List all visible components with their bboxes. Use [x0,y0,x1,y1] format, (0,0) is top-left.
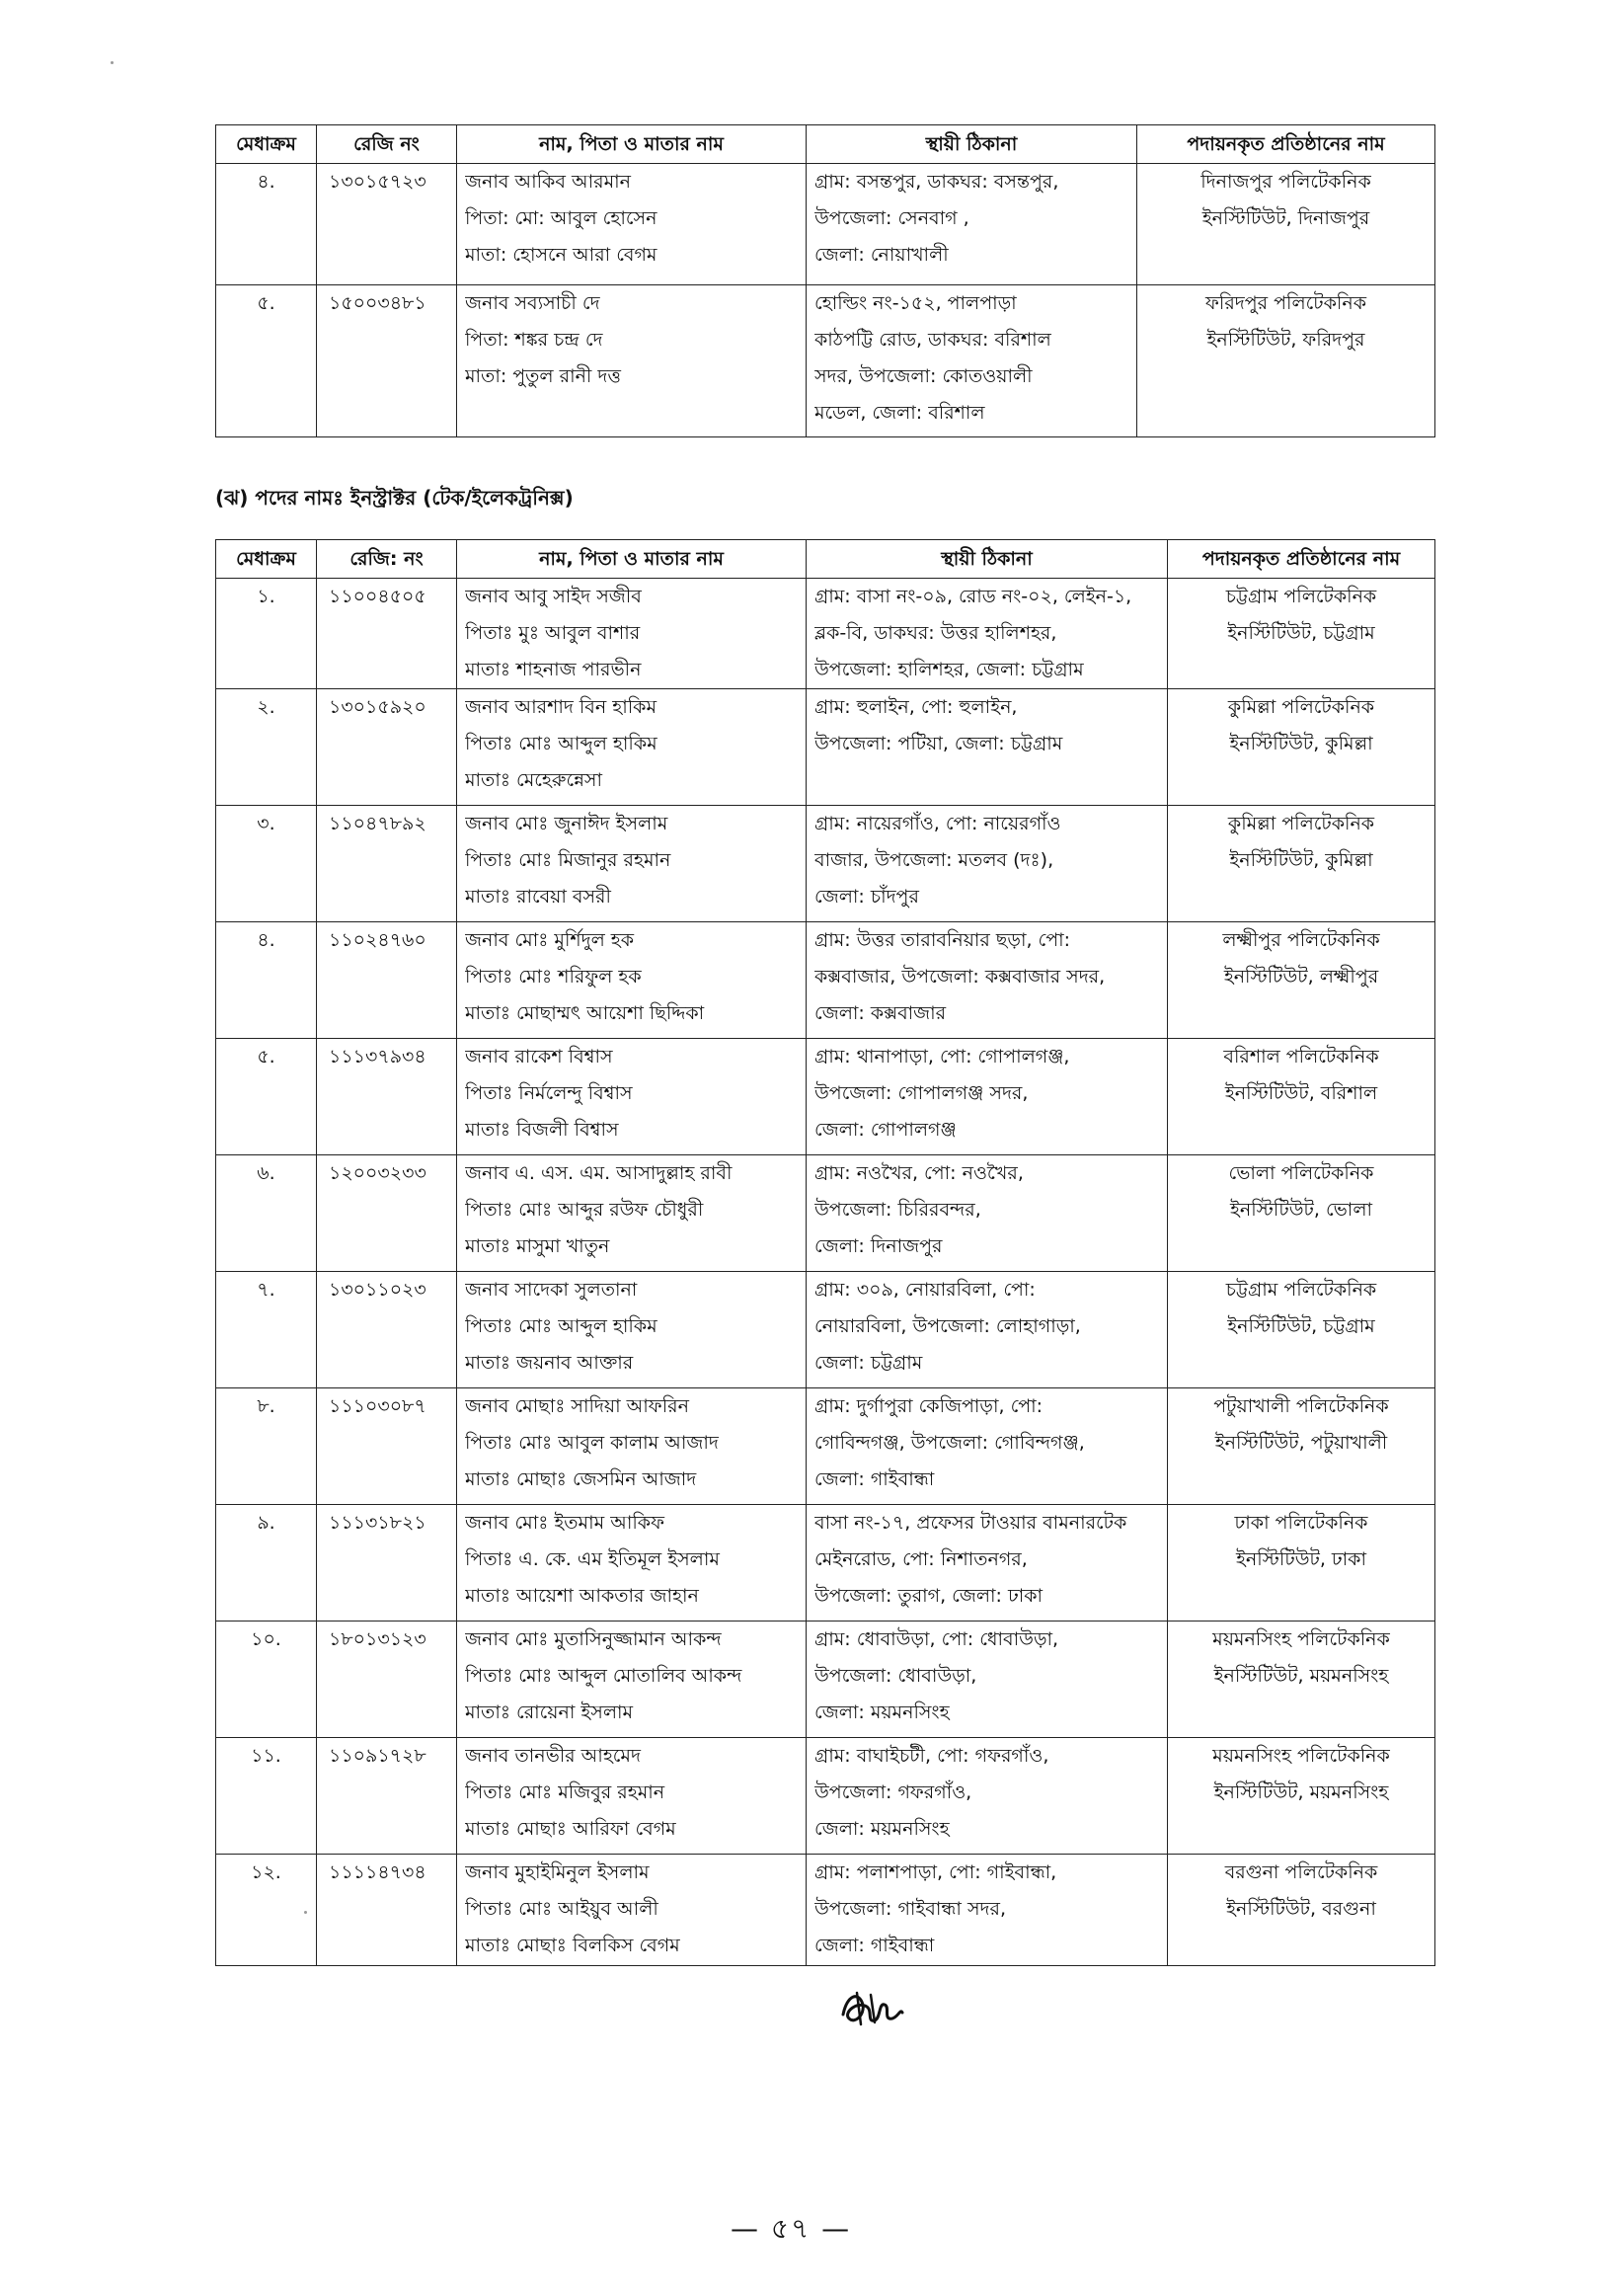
name-cell [457,1039,807,1155]
father-name: পিতাঃ মোঃ আইয়ুব আলী [465,1898,658,1920]
address-line: জেলা: চাঁদপুর [814,886,919,908]
address-line: গ্রাম: থানাপাড়া, পো: গোপালগঞ্জ, [814,1046,1070,1068]
reg-cell: ১১০৪৭৮৯২ [317,806,457,922]
address-line: উপজেলা: সেনবাগ , [814,207,969,229]
address-line: বাজার, উপজেলা: মতলব (দঃ), [814,849,1054,871]
section-heading: (ঝ) পদের নামঃ ইনস্ট্রাক্টর (টেক/ইলেকট্রনিক্স) [215,486,574,510]
mother-name: মাতাঃ মাসুমা খাতুন [465,1235,610,1257]
serial-cell: ৯. [216,1505,317,1622]
address-line: গ্রাম: পলাশপাড়া, পো: গাইবান্ধা, [814,1861,1057,1883]
address-line: হোল্ডিং নং-১৫২, পালপাড়া [814,292,1017,314]
page-number: — ৫৭ — [731,2212,852,2245]
reg-cell: ১১০২৪৭৬০ [317,922,457,1039]
father-name: পিতাঃ মোঃ শরিফুল হক [465,966,642,988]
father-name: পিতাঃ মোঃ মজিবুর রহমান [465,1781,665,1803]
address-line: জেলা: দিনাজপুর [814,1235,943,1257]
name-cell [457,285,807,437]
address-line: কক্সবাজার, উপজেলা: কক্সবাজার সদর, [814,966,1106,988]
mother-name: মাতাঃ রাবেয়া বসরী [465,886,611,908]
institute-cell [1168,1388,1435,1505]
table-row [216,806,1435,922]
father-name: পিতাঃ মোঃ আব্দুল হাকিম [465,1315,657,1337]
address-line: উপজেলা: ধোবাউড়া, [814,1665,977,1687]
address-line: মডেল, জেলা: বরিশাল [814,402,985,424]
header-institute: পদায়নকৃত প্রতিষ্ঠানের নাম [1137,125,1435,164]
address-line: গ্রাম: হুলাইন, পো: হুলাইন, [814,696,1018,718]
header-reg: রেজি নং [317,125,457,164]
reg-cell: ১৫০০৩৪৮১ [317,285,457,437]
table-row [216,1855,1435,1966]
institute-line: বরিশাল পলিটেকনিক [1223,1046,1379,1068]
candidate-name: জনাব মোঃ ইতমাম আকিফ [465,1512,664,1534]
institute-cell [1168,1272,1435,1388]
address-cell [807,806,1168,922]
mother-name: মাতা: হোসনে আরা বেগম [465,244,657,266]
candidate-name: জনাব মোছাঃ সাদিয়া আফরিন [465,1395,689,1417]
reg-cell: ১৩০১৫৯২০ [317,689,457,806]
address-line: গ্রাম: বসন্তপুর, ডাকঘর: বসন্তপুর, [814,171,1059,193]
scan-speck [111,61,114,64]
header-name: নাম, পিতা ও মাতার নাম [457,540,807,579]
father-name: পিতাঃ মোঃ আব্দুর রউফ চৌধুরী [465,1199,704,1221]
institute-cell [1168,922,1435,1039]
table-row [216,1155,1435,1272]
father-name: পিতাঃ মুঃ আবুল বাশার [465,622,641,644]
institute-line: ইনস্টিটিউট, ময়মনসিংহ [1213,1665,1389,1687]
address-cell [807,922,1168,1039]
address-cell [807,285,1137,437]
serial-cell: ১১. [216,1738,317,1855]
address-line: উপজেলা: হালিশহর, জেলা: চট্টগ্রাম [814,659,1084,680]
institute-line: ইনস্টিটিউট, কুমিল্লা [1229,733,1373,754]
address-cell [807,579,1168,689]
address-line: জেলা: গাইবান্ধা [814,1935,935,1956]
table-row [216,1505,1435,1622]
reg-cell: ১১০০৪৫০৫ [317,579,457,689]
institute-line: বরগুনা পলিটেকনিক [1224,1861,1378,1883]
reg-cell: ১৮০১৩১২৩ [317,1622,457,1738]
name-cell [457,1738,807,1855]
address-line: গ্রাম: ধোবাউড়া, পো: ধোবাউড়া, [814,1628,1059,1650]
institute-cell [1168,1622,1435,1738]
institute-line: ইনস্টিটিউট, পটুয়াখালী [1214,1432,1388,1454]
reg-cell: ১১১৩১৮২১ [317,1505,457,1622]
serial-cell: ১২. [216,1855,317,1966]
serial-cell: ২. [216,689,317,806]
serial-cell: ৩. [216,806,317,922]
table-row [216,1272,1435,1388]
reg-cell: ১১১০৩০৮৭ [317,1388,457,1505]
address-cell [807,1388,1168,1505]
table-row [216,579,1435,689]
name-cell [457,1622,807,1738]
institute-cell [1168,1738,1435,1855]
address-cell [807,1155,1168,1272]
father-name: পিতাঃ মোঃ আব্দুল হাকিম [465,733,657,754]
name-cell [457,1855,807,1966]
address-line: সদর, উপজেলা: কোতওয়ালী [814,365,1033,387]
address-cell [807,1272,1168,1388]
mother-name: মাতাঃ জয়নাব আক্তার [465,1352,634,1374]
address-line: বাসা নং-১৭, প্রফেসর টাওয়ার বামনারটেক [814,1512,1127,1534]
address-cell [807,164,1137,285]
institute-line: ইনস্টিটিউট, ফরিদপুর [1206,329,1365,351]
reg-cell: ১১১৩৭৯৩৪ [317,1039,457,1155]
candidate-name: জনাব আরশাদ বিন হাকিম [465,696,657,718]
serial-cell: ৮. [216,1388,317,1505]
institute-cell [1168,1855,1435,1966]
address-line: জেলা: গাইবান্ধা [814,1468,935,1490]
address-line: গ্রাম: বাঘাইচটী, পো: গফরগাঁও, [814,1745,1049,1767]
institute-line: ইনস্টিটিউট, বরিশাল [1224,1082,1378,1104]
institute-line: ময়মনসিংহ পলিটেকনিক [1212,1745,1390,1767]
institute-line: ঢাকা পলিটেকনিক [1234,1512,1368,1534]
address-line: জেলা: ময়মনসিংহ [814,1701,950,1723]
address-line: উপজেলা: গাইবান্ধা সদর, [814,1898,1006,1920]
institute-cell [1168,689,1435,806]
name-cell [457,579,807,689]
father-name: পিতা: মো: আবুল হোসেন [465,207,657,229]
table-header-row [216,540,1435,579]
table-header-row [216,125,1435,164]
table-row [216,1738,1435,1855]
name-cell [457,922,807,1039]
table-row [216,1622,1435,1738]
table-row [216,689,1435,806]
institute-line: চট্টগ্রাম পলিটেকনিক [1225,586,1377,607]
institute-line: ভোলা পলিটেকনিক [1228,1162,1374,1184]
serial-cell: ৪. [216,922,317,1039]
institute-line: ইনস্টিটিউট, ঢাকা [1236,1548,1366,1570]
institute-line: পটুয়াখালী পলিটেকনিক [1213,1395,1389,1417]
address-line: গ্রাম: নওখৈর, পো: নওখৈর, [814,1162,1024,1184]
mother-name: মাতাঃ মোছাম্মৎ আয়েশা ছিদ্দিকা [465,1002,705,1024]
institute-cell [1168,1039,1435,1155]
reg-cell: ১১০৯১৭২৮ [317,1738,457,1855]
mother-name: মাতাঃ মোছাঃ আরিফা বেগম [465,1818,676,1840]
reg-cell: ১২০০৩২৩৩ [317,1155,457,1272]
mother-name: মাতা: পুতুল রানী দত্ত [465,365,621,387]
name-cell [457,164,807,285]
address-line: গোবিন্দগঞ্জ, উপজেলা: গোবিন্দগঞ্জ, [814,1432,1085,1454]
reg-cell: ১১১১৪৭৩৪ [317,1855,457,1966]
candidate-name: জনাব মুহাইমিনুল ইসলাম [465,1861,650,1883]
candidate-name: জনাব মোঃ মুতাসিনুজ্জামান আকন্দ [465,1628,722,1650]
institute-line: ইনস্টিটিউট, ময়মনসিংহ [1213,1781,1389,1803]
address-line: নোয়ারবিলা, উপজেলা: লোহাগাড়া, [814,1315,1081,1337]
candidate-name: জনাব মোঃ মুর্শিদুল হক [465,929,635,951]
address-line: উপজেলা: গফরগাঁও, [814,1781,972,1803]
institute-line: কুমিল্লা পলিটেকনিক [1227,696,1375,718]
address-line: উপজেলা: পটিয়া, জেলা: চট্টগ্রাম [814,733,1063,754]
address-line: জেলা: গোপালগঞ্জ [814,1119,957,1141]
table-row [216,285,1435,437]
serial-cell: ৪. [216,164,317,285]
name-cell [457,1388,807,1505]
serial-cell: ৫. [216,285,317,437]
address-line: ব্লক-বি, ডাকঘর: উত্তর হালিশহর, [814,622,1057,644]
reg-cell: ১৩০১৫৭২৩ [317,164,457,285]
table-row [216,922,1435,1039]
institute-cell [1168,579,1435,689]
serial-cell: ১. [216,579,317,689]
header-reg: রেজি: নং [317,540,457,579]
institute-line: ইনস্টিটিউট, ভোলা [1230,1199,1372,1221]
address-line: মেইনরোড, পো: নিশাতনগর, [814,1548,1028,1570]
candidate-name: জনাব মোঃ জুনাঈদ ইসলাম [465,813,668,834]
candidate-name: জনাব আবু সাইদ সজীব [465,586,642,607]
father-name: পিতাঃ মোঃ মিজানুর রহমান [465,849,671,871]
father-name: পিতাঃ নির্মলেন্দু বিশ্বাস [465,1082,633,1104]
header-serial: মেধাক্রম [216,125,317,164]
serial-cell: ৫. [216,1039,317,1155]
candidate-name: জনাব সাদেকা সুলতানা [465,1279,638,1301]
mother-name: মাতাঃ মোছাঃ বিলকিস বেগম [465,1935,680,1956]
address-line: গ্রাম: ৩০৯, নোয়ারবিলা, পো: [814,1279,1036,1301]
candidate-name: জনাব আকিব আরমান [465,171,631,193]
institute-line: লক্ষ্মীপুর পলিটেকনিক [1222,929,1380,951]
institute-line: কুমিল্লা পলিটেকনিক [1227,813,1375,834]
address-line: কাঠপট্টি রোড, ডাকঘর: বরিশাল [814,329,1051,351]
address-cell [807,1039,1168,1155]
table-row [216,1388,1435,1505]
reg-cell: ১৩০১১০২৩ [317,1272,457,1388]
father-name: পিতা: শঙ্কর চন্দ্র দে [465,329,603,351]
address-line: উপজেলা: চিরিরবন্দর, [814,1199,981,1221]
name-cell [457,1155,807,1272]
mother-name: মাতাঃ শাহনাজ পারভীন [465,659,642,680]
address-cell [807,1505,1168,1622]
name-cell [457,1272,807,1388]
signature [837,1985,906,2036]
father-name: পিতাঃ মোঃ আবুল কালাম আজাদ [465,1432,719,1454]
mother-name: মাতাঃ রোয়েনা ইসলাম [465,1701,634,1723]
mother-name: মাতাঃ মোছাঃ জেসমিন আজাদ [465,1468,697,1490]
mother-name: মাতাঃ আয়েশা আকতার জাহান [465,1585,699,1607]
address-line: গ্রাম: নায়েরগাঁও, পো: নায়েরগাঁও [814,813,1061,834]
address-line: জেলা: চট্টগ্রাম [814,1352,923,1374]
instructor-electronics-table [215,539,1435,1966]
institute-cell [1168,1505,1435,1622]
address-line: গ্রাম: উত্তর তারাবনিয়ার ছড়া, পো: [814,929,1071,951]
father-name: পিতাঃ এ. কে. এম ইতিমূল ইসলাম [465,1548,720,1570]
header-institute: পদায়নকৃত প্রতিষ্ঠানের নাম [1168,540,1435,579]
header-serial: মেধাক্রম [216,540,317,579]
institute-cell [1168,806,1435,922]
serial-cell: ১০. [216,1622,317,1738]
institute-line: ইনস্টিটিউট, চট্টগ্রাম [1227,1315,1375,1337]
mother-name: মাতাঃ মেহেরুন্নেসা [465,769,602,791]
institute-line: ইনস্টিটিউট, চট্টগ্রাম [1227,622,1375,644]
institute-line: ইনস্টিটিউট, বরগুনা [1226,1898,1376,1920]
address-cell [807,689,1168,806]
address-line: উপজেলা: গোপালগঞ্জ সদর, [814,1082,1029,1104]
candidate-name: জনাব তানভীর আহমেদ [465,1745,641,1767]
address-cell [807,1622,1168,1738]
header-address: স্থায়ী ঠিকানা [807,540,1168,579]
institute-line: ময়মনসিংহ পলিটেকনিক [1212,1628,1390,1650]
institute-line: চট্টগ্রাম পলিটেকনিক [1225,1279,1377,1301]
institute-line: ফরিদপুর পলিটেকনিক [1205,292,1366,314]
name-cell [457,1505,807,1622]
name-cell [457,806,807,922]
address-line: জেলা: ময়মনসিংহ [814,1818,950,1840]
mother-name: মাতাঃ বিজলী বিশ্বাস [465,1119,619,1141]
serial-cell: ৭. [216,1272,317,1388]
address-line: জেলা: কক্সবাজার [814,1002,947,1024]
serial-cell: ৬. [216,1155,317,1272]
institute-line: দিনাজপুর পলিটেকনিক [1200,171,1371,193]
address-line: গ্রাম: বাসা নং-০৯, রোড নং-০২, লেইন-১, [814,586,1132,607]
header-name: নাম, পিতা ও মাতার নাম [457,125,807,164]
table-row [216,1039,1435,1155]
institute-cell [1137,285,1435,437]
address-line: গ্রাম: দুর্গাপুরা কেজিপাড়া, পো: [814,1395,1044,1417]
address-line: উপজেলা: তুরাগ, জেলা: ঢাকা [814,1585,1044,1607]
candidate-name: জনাব এ. এস. এম. আসাদুল্লাহ রাবী [465,1162,733,1184]
candidate-name: জনাব রাকেশ বিশ্বাস [465,1046,613,1068]
table-row [216,164,1435,285]
institute-cell [1168,1155,1435,1272]
institute-line: ইনস্টিটিউট, লক্ষ্মীপুর [1223,966,1379,988]
address-cell [807,1855,1168,1966]
father-name: পিতাঃ মোঃ আব্দুল মোতালিব আকন্দ [465,1665,742,1687]
name-cell [457,689,807,806]
header-address: স্থায়ী ঠিকানা [807,125,1137,164]
institute-line: ইনস্টিটিউট, দিনাজপুর [1201,207,1370,229]
candidates-table-continued [215,124,1435,437]
address-cell [807,1738,1168,1855]
candidate-name: জনাব সব্যসাচী দে [465,292,600,314]
institute-line: ইনস্টিটিউট, কুমিল্লা [1229,849,1373,871]
institute-cell [1137,164,1435,285]
address-line: জেলা: নোয়াখালী [814,244,949,266]
